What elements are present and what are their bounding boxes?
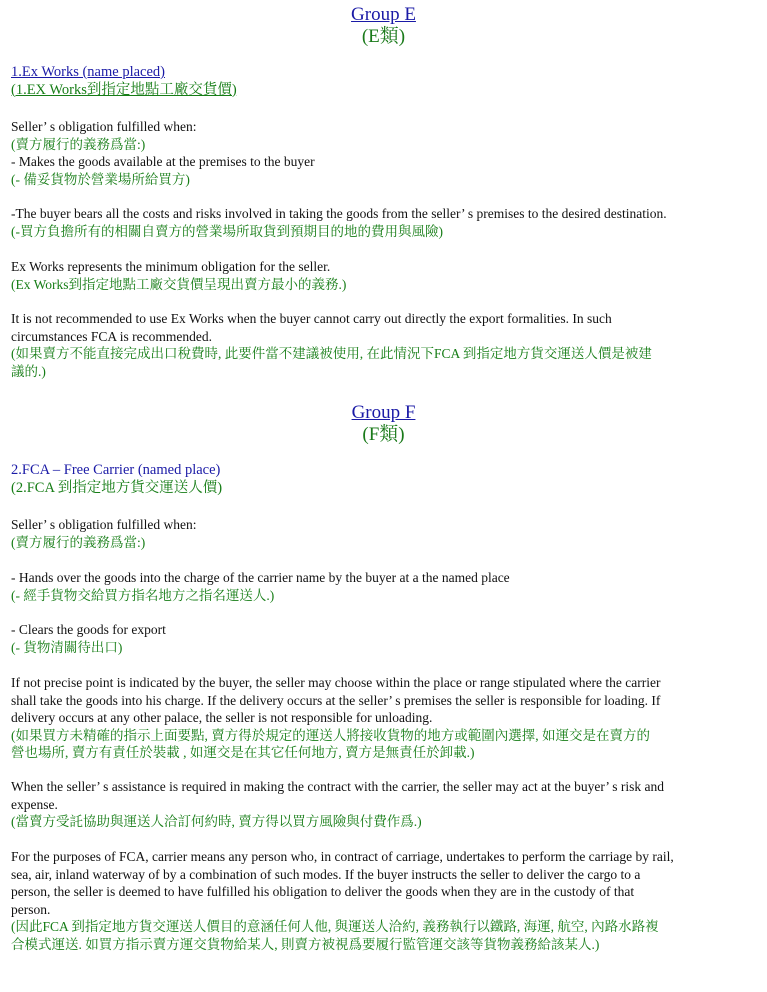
fca-precise-en-2: shall take the goods into his charge. If the delivery occurs at the seller’ s premises the seller is responsible for loading. If: [11, 692, 661, 708]
fca-precise-en-1: If not precise point is indicated by the buyer, the seller may choose within the place or range stipulated where the carrier: [11, 675, 661, 690]
fca-precise-zh-2: 營也場所, 賣方有責任於裝載 , 如運交是在其它任何地方, 賣方是無責任於卸載.): [11, 745, 475, 760]
ex-works-point2-zh: (-買方負擔所有的相關自賣方的營業場所取貨到預期目的地的費用與風險): [11, 223, 443, 239]
fca-purpose-en-1: For the purposes of FCA, carrier means any person who, in contract of carriage, undertakes to perform the carriage by rail,: [11, 849, 674, 864]
ex-works-heading: [11, 64, 759, 99]
fca-heading: [11, 462, 759, 497]
fca-assist-en-1: When the seller’ s assistance is required in making the contract with the carrier, the seller may act at the buyer’ s risk and: [11, 779, 664, 794]
ex-works-minimum-en: Ex Works represents the minimum obligation for the seller.: [11, 259, 331, 274]
ex-works-obligation: [11, 118, 759, 188]
fca-obligation: [11, 516, 759, 551]
fca-point1: [11, 569, 759, 604]
ex-works-minimum-zh: (Ex Works到指定地點工廠交貨價呈現出賣方最小的義務.): [11, 276, 347, 292]
ex-works-note-zh-1: (如果賣方不能直接完成出口稅費時, 此要件當不建議被使用, 在此情況下FCA 到指定地方貨交運送人價是被建: [11, 346, 652, 361]
fca-precise-en-3: delivery occurs at any other palace, the seller is not responsible for unloading.: [11, 710, 433, 725]
fca-point2-zh: (- 貨物清關待出口): [11, 639, 123, 655]
ex-works-point1-zh: (- 備妥貨物於營業場所給買方): [11, 171, 190, 187]
group-e-subtitle: (E類): [361, 26, 406, 47]
fca-purpose-zh-1: (因此FCA 到指定地方貨交運送人價目的意涵任何人他, 與運送人洽約, 義務執行以鐵路, 海運, 航空, 內路水路複: [11, 919, 659, 934]
fca-heading-zh: (2.FCA 到指定地方貨交運送人價): [11, 479, 223, 496]
ex-works-note-zh-2: 議的.): [11, 363, 46, 379]
fca-point2: [11, 621, 759, 656]
fca-purpose-en-4: person.: [11, 901, 51, 917]
fca-precise-zh-1: (如果買方未精確的指示上面要點, 賣方得於規定的運送人將接收貨物的地方或範圍內選擇, 如運交是在賣方的: [11, 727, 650, 743]
fca-assist-en-2: expense.: [11, 796, 58, 812]
group-e-title[interactable]: Group E: [351, 4, 416, 25]
group-e-header: [0, 4, 767, 48]
ex-works-point2: [11, 205, 759, 240]
fca-purpose-en-2: sea, air, inland waterway of by a combination of such modes. If the buyer instructs the seller to deliver the cargo to a: [11, 866, 641, 882]
ex-works-obligation-zh: (賣方履行的義務爲當:): [11, 136, 146, 152]
ex-works-note-en-1: It is not recommended to use Ex Works when the buyer cannot carry out directly the export formalities. In such: [11, 311, 612, 326]
ex-works-note-en-2: circumstances FCA is recommended.: [11, 328, 212, 344]
fca-obligation-zh: (賣方履行的義務爲當:): [11, 534, 146, 550]
ex-works-obligation-en: Seller’ s obligation fulfilled when:: [11, 119, 197, 134]
fca-purpose-en-3: person, the seller is deemed to have fulfilled his obligation to deliver the goods when they are in the custody of that: [11, 884, 635, 899]
ex-works-note: [11, 310, 759, 380]
fca-point1-en: - Hands over the goods into the charge of the carrier name by the buyer at a the named place: [11, 570, 510, 585]
fca-assistance: [11, 778, 759, 831]
ex-works-heading-en[interactable]: 1.Ex Works (name placed): [11, 64, 165, 80]
ex-works-heading-zh: (1.EX Works到指定地點工廠交貨價): [11, 81, 237, 98]
group-f-title[interactable]: Group F: [351, 402, 416, 423]
ex-works-point2-en: -The buyer bears all the costs and risks involved in taking the goods from the seller’ s premises to the desired destination.: [11, 206, 667, 221]
group-f-subtitle: (F類): [362, 424, 405, 445]
fca-assist-zh: (當賣方受託協助與運送人洽訂何約時, 賣方得以買方風險與付費作爲.): [11, 814, 422, 829]
fca-point2-en: - Clears the goods for export: [11, 622, 166, 637]
fca-precise-point: [11, 674, 759, 762]
ex-works-minimum: [11, 258, 759, 293]
fca-purpose-zh-2: 合模式運送. 如買方指示賣方運交貨物給某人, 則賣方被視爲要履行監管運交該等貨物義務給該某人.): [11, 936, 600, 952]
fca-point1-zh: (- 經手貨物交給買方指名地方之指名運送人.): [11, 587, 275, 603]
fca-heading-en: 2.FCA – Free Carrier (named place): [11, 462, 221, 478]
fca-purposes: [11, 848, 759, 953]
ex-works-point1-en: - Makes the goods available at the premises to the buyer: [11, 154, 315, 169]
group-f-header: [0, 402, 767, 446]
fca-obligation-en: Seller’ s obligation fulfilled when:: [11, 517, 197, 532]
